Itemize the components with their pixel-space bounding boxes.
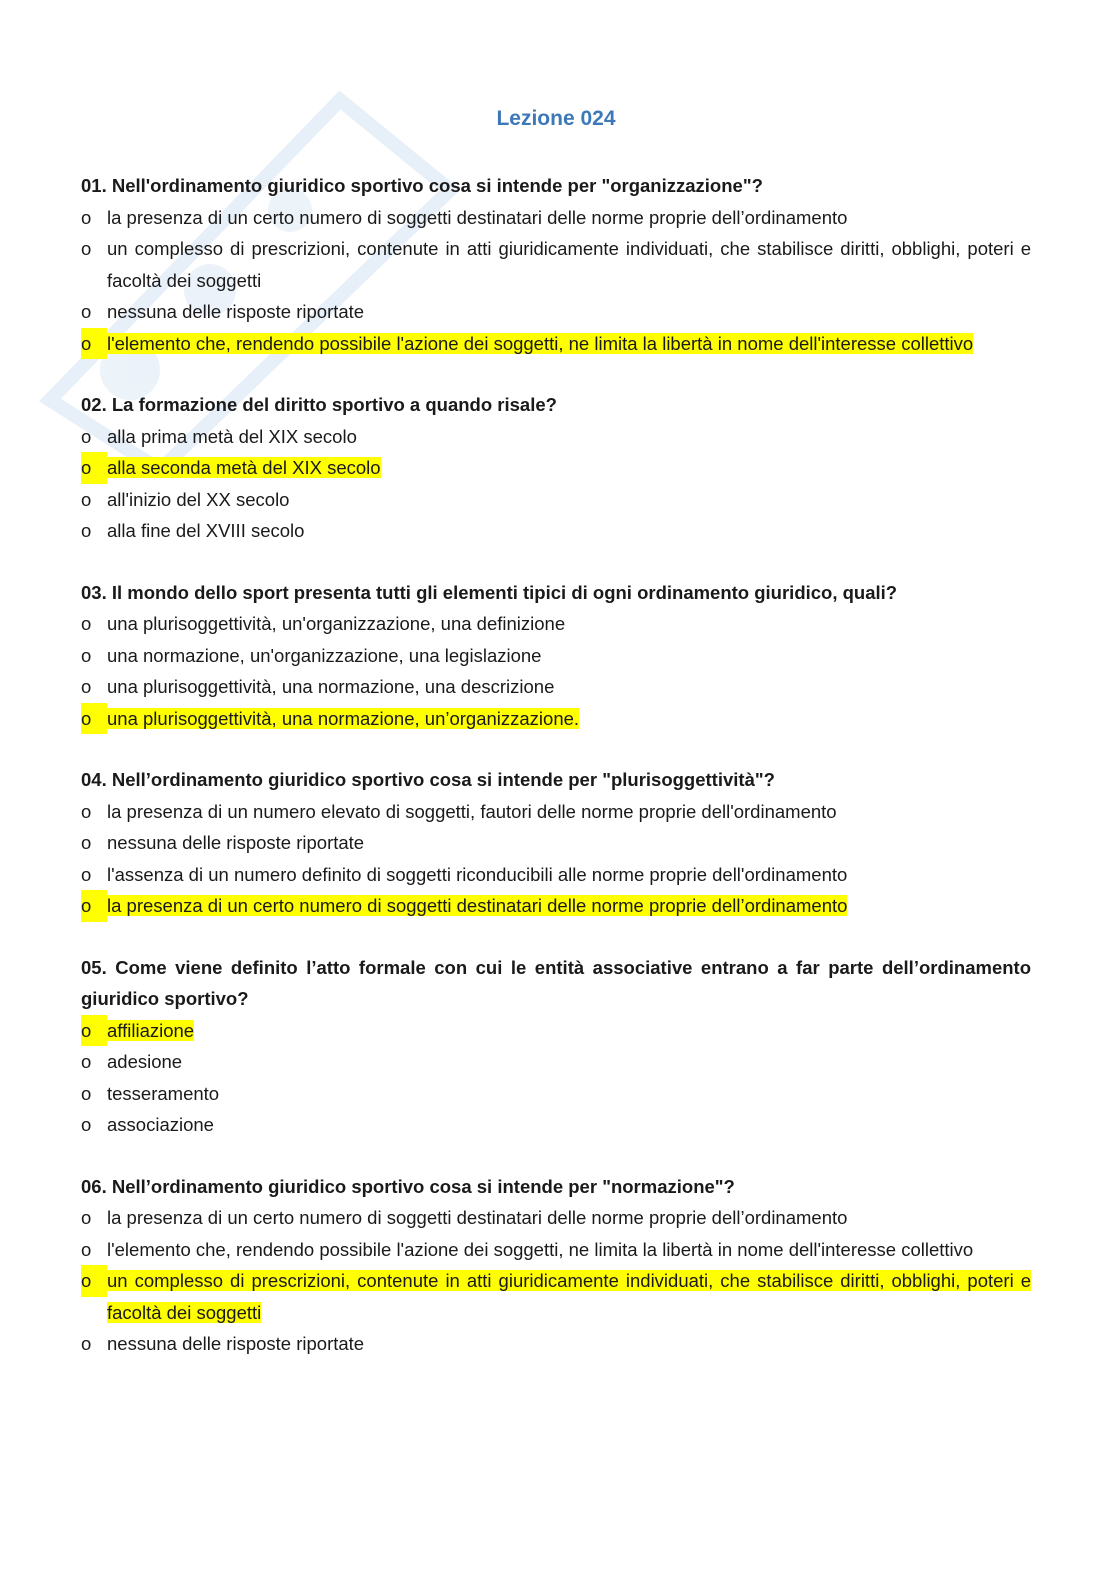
answer-option [81,1202,1031,1234]
answer-label: un complesso di prescrizioni, contenute in atti giuridicamente individuati, che stabilisce diritti, obblighi, poteri e facoltà dei soggetti [107,1270,1031,1323]
answer-label: l'elemento che, rendendo possibile l'azione dei soggetti, ne limita la libertà in nome dell'interesse collettivo [107,1238,974,1260]
answer-option [81,1078,1031,1110]
question-block [81,952,1031,1141]
answer-label: associazione [107,1114,214,1135]
answer-label: l'elemento che, rendendo possibile l'azione dei soggetti, ne limita la libertà in nome dell'interesse collettivo [107,332,974,354]
answer-label: nessuna delle risposte riportate [107,1333,365,1354]
answer-option [81,421,1031,453]
answer-label: una normazione, un'organizzazione, una legislazione [107,644,542,666]
bullet-icon: o [81,238,92,259]
answer-label: adesione [107,1051,183,1072]
answer-option [81,640,1031,672]
bullet-icon: o [81,425,92,447]
answer-label: nessuna delle risposte riportate [107,301,365,322]
answer-option [81,296,1031,328]
bullet-icon: o [81,703,107,735]
bullet-icon: o [81,452,107,484]
answer-label: la presenza di un certo numero di soggetti destinatari delle norme proprie dell’ordinamento [107,1207,848,1228]
answer-label: l'assenza di un numero definito di soggetti riconducibili alle norme proprie dell'ordinamento [107,863,848,885]
bullet-icon: o [81,890,107,922]
answer-option [81,1109,1031,1141]
bullet-icon: o [81,1082,92,1104]
answer-label: affiliazione [107,1019,195,1041]
bullet-icon: o [81,676,92,697]
answer-option [81,796,1031,828]
answer-option [81,515,1031,547]
answer-option [81,233,1031,296]
answer-option [81,484,1031,516]
answer-label: la presenza di un certo numero di soggetti destinatari delle norme proprie dell’ordinamento [107,206,848,228]
bullet-icon: o [81,520,92,541]
answer-label: la presenza di un certo numero di soggetti destinatari delle norme proprie dell’ordinamento [107,895,848,916]
bullet-icon: o [81,1238,92,1260]
answer-label: una plurisoggettività, una normazione, una descrizione [107,676,555,697]
answer-label: la presenza di un numero elevato di soggetti, fautori delle norme proprie dell'ordinamento [107,800,837,822]
bullet-icon: o [81,1207,92,1228]
answer-label: alla prima metà del XIX secolo [107,425,357,447]
bullet-icon: o [81,863,92,885]
question-text: 03. Il mondo dello sport presenta tutti gli elementi tipici di ogni ordinamento giuridico, quali? [81,581,898,603]
answer-option-correct [81,1015,1031,1047]
answer-option-correct [81,328,1031,360]
answer-option-correct [81,452,1031,484]
question-block [81,764,1031,922]
question-text: 05. Come viene definito l’atto formale con cui le entità associative entrano a far parte dell’ordinamento giuridico sportivo? [81,956,1031,1009]
answer-option [81,202,1031,234]
bullet-icon: o [81,832,92,853]
lesson-title: Lezione 024 [496,107,616,130]
answer-option [81,859,1031,891]
answer-options [81,796,1031,922]
answer-option [81,671,1031,703]
bullet-icon: o [81,613,92,634]
question-block [81,1171,1031,1360]
answer-option-correct [81,890,1031,922]
answer-option [81,1234,1031,1266]
answer-option [81,827,1031,859]
question-text: 06. Nell’ordinamento giuridico sportivo cosa si intende per "normazione"? [81,1175,735,1197]
answer-options [81,608,1031,734]
answer-options [81,421,1031,547]
question-text: 01. Nell'ordinamento giuridico sportivo cosa si intende per "organizzazione"? [81,175,763,196]
bullet-icon: o [81,488,92,510]
bullet-icon: o [81,1333,92,1354]
answer-options [81,202,1031,360]
answer-options [81,1202,1031,1360]
answer-label: un complesso di prescrizioni, contenute in atti giuridicamente individuati, che stabilisce diritti, obblighi, poteri e facoltà dei soggetti [107,238,1031,291]
bullet-icon: o [81,1114,92,1135]
answer-label: alla fine del XVIII secolo [107,520,305,541]
question-block [81,389,1031,547]
bullet-icon: o [81,206,92,228]
bullet-icon: o [81,1015,107,1047]
answer-label: nessuna delle risposte riportate [107,832,365,853]
answer-option [81,608,1031,640]
answer-option-correct [81,1265,1031,1328]
bullet-icon: o [81,1051,92,1072]
bullet-icon: o [81,800,92,822]
answer-option [81,1328,1031,1360]
answer-label: tesseramento [107,1082,220,1104]
question-block [81,170,1031,359]
question-text: 02. La formazione del diritto sportivo a quando risale? [81,394,557,415]
answer-options [81,1015,1031,1141]
answer-option-correct [81,703,1031,735]
answer-label: alla seconda metà del XIX secolo [107,457,381,478]
question-block [81,577,1031,735]
answer-option [81,1046,1031,1078]
answer-label: una plurisoggettività, una normazione, un’organizzazione. [107,707,580,729]
document-page [81,104,1031,1390]
bullet-icon: o [81,328,107,360]
question-list [81,170,1031,1360]
answer-label: una plurisoggettività, un'organizzazione, una definizione [107,613,566,634]
bullet-icon: o [81,1265,107,1297]
bullet-icon: o [81,301,92,322]
question-text: 04. Nell’ordinamento giuridico sportivo cosa si intende per "plurisoggettività"? [81,769,775,790]
answer-label: all'inizio del XX secolo [107,488,290,510]
bullet-icon: o [81,644,92,666]
